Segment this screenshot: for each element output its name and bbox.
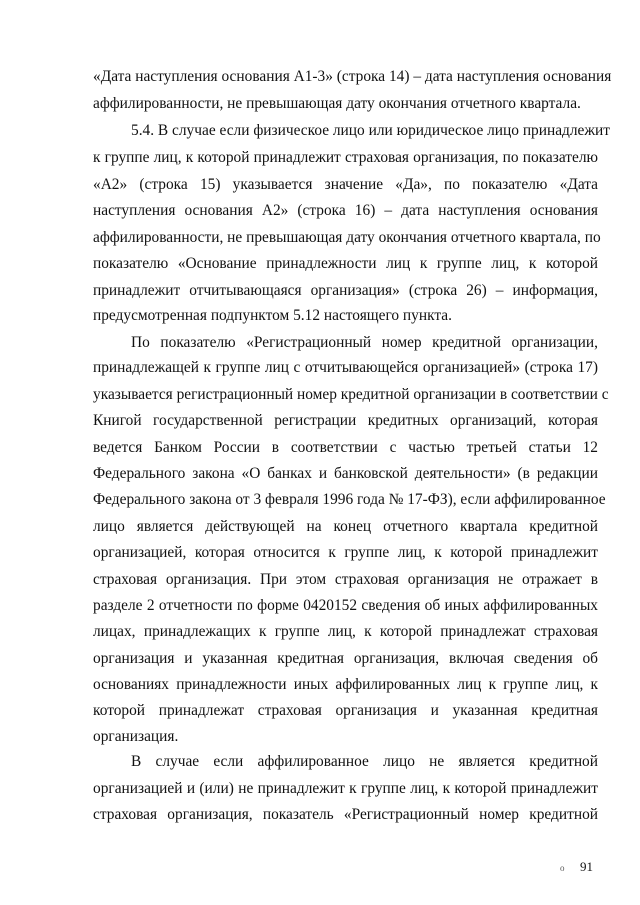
text-line: лицах, принадлежащих к группе лиц, к которой принадлежат страховая: [93, 623, 598, 640]
text-line: основаниях принадлежности иных аффилированных лиц к группе лиц, к: [93, 676, 598, 693]
text-line: аффилированности, не превышающая дату окончания отчетного квартала, по: [93, 229, 601, 246]
text-line: разделе 2 отчетности по форме 0420152 сведения об иных аффилированных: [93, 597, 598, 614]
text-line: организацией, которая относится к группе лиц, к которой принадлежит: [93, 544, 598, 561]
text-line: к группе лиц, к которой принадлежит страховая организация, по показателю: [93, 149, 598, 166]
text-line: лицо является действующей на конец отчетного квартала кредитной: [93, 518, 598, 535]
text-line: принадлежит отчитывающаяся организация» (строка 26) – информация,: [93, 282, 598, 299]
text-line: В случае если аффилированное лицо не является кредитной: [131, 753, 598, 770]
text-line: которой принадлежат страховая организация и указанная кредитная: [93, 702, 598, 719]
text-line: По показателю «Регистрационный номер кредитной организации,: [131, 334, 598, 351]
text-line: указывается регистрационный номер кредитной организации в соответствии с: [93, 386, 609, 403]
text-line: Книгой государственной регистрации кредитных организаций, которая: [93, 412, 598, 429]
text-line: Федерального закона «О банках и банковской деятельности» (в редакции: [93, 465, 598, 482]
text-line: предусмотренная подпунктом 5.12 настоящего пункта.: [93, 307, 452, 324]
text-line: «А2» (строка 15) указывается значение «Да», по показателю «Дата: [93, 176, 598, 193]
text-line: принадлежащей к группе лиц с отчитывающейся организацией» (строка 17): [93, 359, 598, 376]
text-line: организацией и (или) не принадлежит к группе лиц, к которой принадлежит: [93, 780, 598, 797]
text-line: страховая организация. При этом страховая организация не отражает в: [93, 571, 598, 588]
page-mark: о: [560, 863, 565, 873]
text-line: «Дата наступления основания А1-3» (строка 14) – дата наступления основания: [93, 68, 612, 85]
text-line: страховая организация, показатель «Регистрационный номер кредитной: [93, 806, 598, 823]
text-line: Федерального закона от 3 февраля 1996 года № 17-ФЗ), если аффилированное: [93, 491, 606, 508]
text-line: организация и указанная кредитная организация, включая сведения об: [93, 650, 598, 667]
text-line: наступления основания А2» (строка 16) – дата наступления основания: [93, 202, 598, 219]
text-line: ведется Банком России в соответствии с частью третьей статьи 12: [93, 439, 598, 456]
text-line: показателю «Основание принадлежности лиц к группе лиц, к которой: [93, 255, 598, 272]
text-line: аффилированности, не превышающая дату окончания отчетного квартала.: [93, 95, 581, 112]
page-number: 91: [580, 859, 593, 874]
text-line: организация.: [93, 728, 179, 745]
text-line: 5.4. В случае если физическое лицо или юридическое лицо принадлежит: [131, 122, 610, 139]
